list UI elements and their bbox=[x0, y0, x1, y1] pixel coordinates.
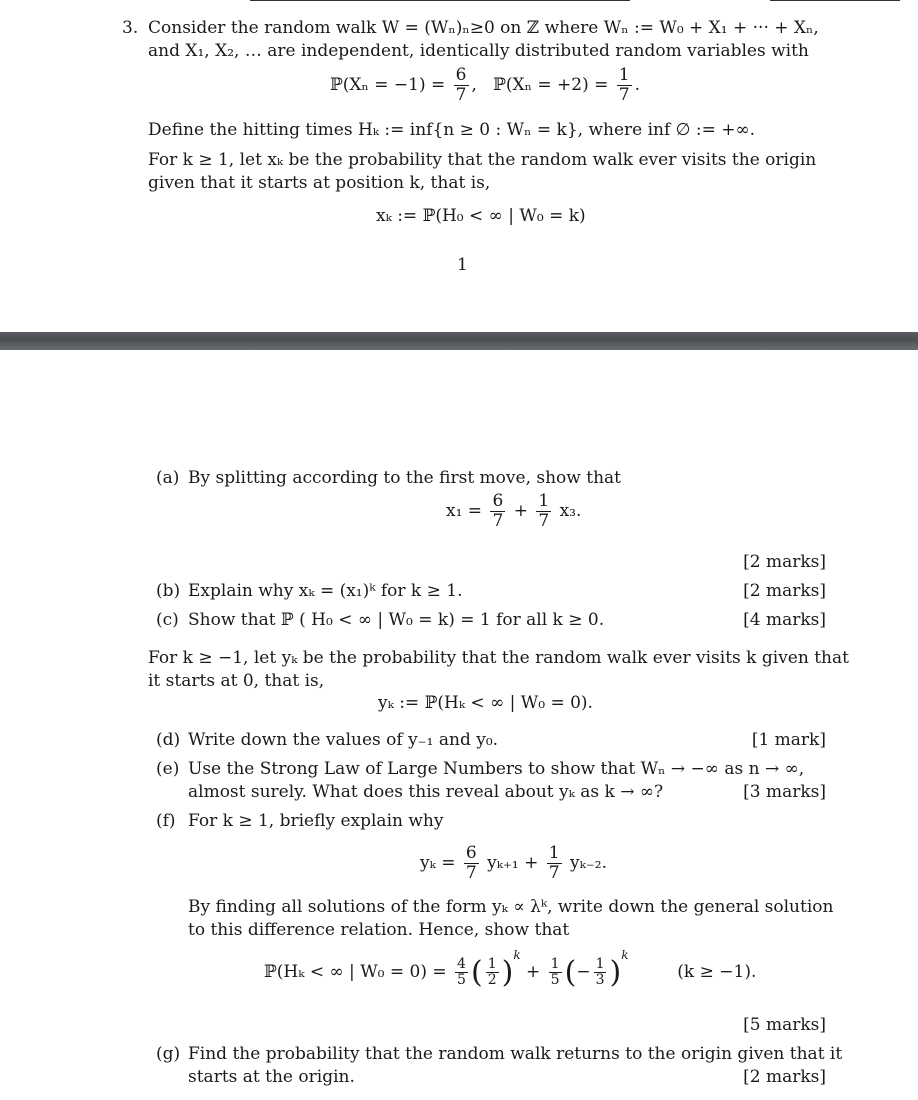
f-res-one: 1 bbox=[487, 956, 497, 972]
page-number: 1 bbox=[457, 255, 468, 275]
part-f-text: For k ≥ 1, briefly explain why bbox=[188, 811, 444, 831]
f-res-one-b: 1 bbox=[550, 956, 560, 972]
f-term-2: yₖ₋₂. bbox=[569, 853, 607, 873]
f-lhs: yₖ = bbox=[420, 853, 456, 873]
a-frac-one: 1 bbox=[538, 491, 550, 511]
part-f-label: (f) bbox=[156, 811, 176, 831]
page-2 bbox=[0, 350, 918, 1100]
part-g-line-2: starts at the origin. bbox=[188, 1067, 355, 1087]
f-frac-seven: 7 bbox=[465, 863, 477, 883]
a-frac-seven-2: 7 bbox=[538, 511, 550, 531]
xk-line-2: given that it starts at position k, that is, bbox=[148, 173, 491, 193]
xk-definition: xₖ := ℙ(H₀ < ∞ | W₀ = k) bbox=[376, 206, 586, 226]
part-b-text: Explain why xₖ = (x₁)ᵏ for k ≥ 1. bbox=[188, 581, 463, 601]
part-d-marks: [1 mark] bbox=[751, 730, 826, 750]
f-res-one-c: 1 bbox=[595, 956, 605, 972]
part-f-marks: [5 marks] bbox=[743, 1015, 826, 1035]
part-g-marks: [2 marks] bbox=[743, 1067, 826, 1087]
part-a-marks: [2 marks] bbox=[743, 552, 826, 572]
frac-seven: 7 bbox=[455, 85, 467, 105]
yk-definition: yₖ := ℙ(Hₖ < ∞ | W₀ = 0). bbox=[378, 693, 593, 713]
part-f-recurrence bbox=[420, 844, 607, 883]
f-frac-one: 1 bbox=[548, 843, 560, 863]
frac-one: 1 bbox=[618, 65, 630, 85]
yk-line-2: it starts at 0, that is, bbox=[148, 671, 325, 691]
part-e-line-2: almost surely. What does this reveal about yₖ as k → ∞? bbox=[188, 782, 664, 802]
top-rule bbox=[250, 0, 900, 3]
a-plus: + bbox=[513, 501, 528, 521]
part-a-equation bbox=[446, 492, 581, 531]
frac-seven-2: 7 bbox=[618, 85, 630, 105]
probability-equation: ℙ(Xₙ = −1) = $\frac{6}{7}$ , ℙ(Xₙ = +2) = $\frac{1}{7}$ . bbox=[330, 65, 641, 105]
part-c-marks: [4 marks] bbox=[743, 610, 826, 630]
frac-six: 6 bbox=[455, 65, 467, 85]
yk-line-1: For k ≥ −1, let yₖ be the probability that the random walk ever visits k given that bbox=[148, 648, 849, 668]
part-d-text: Write down the values of y₋₁ and y₀. bbox=[188, 730, 499, 750]
f-res-four: 4 bbox=[457, 956, 466, 972]
page-separator bbox=[0, 332, 918, 350]
part-f-line-3: to this difference relation. Hence, show that bbox=[188, 920, 570, 940]
xk-line-1: For k ≥ 1, let xₖ be the probability that the random walk ever visits the origin bbox=[148, 150, 817, 170]
part-g-label: (g) bbox=[156, 1044, 181, 1064]
f-term-1: yₖ₊₁ + bbox=[487, 853, 539, 873]
part-f-line-2: By finding all solutions of the form yₖ ∝ λᵏ, write down the general solution bbox=[188, 897, 834, 917]
part-e-label: (e) bbox=[156, 759, 180, 779]
intro-line-1: Consider the random walk W = (Wₙ)ₙ≥0 on ℤ where Wₙ := W₀ + X₁ + ··· + Xₙ, bbox=[148, 18, 819, 38]
a-x3: x₃. bbox=[559, 501, 582, 521]
prob-eq-left: ℙ(Xₙ = −1) = bbox=[330, 75, 446, 95]
f-res-five: 5 bbox=[457, 972, 466, 988]
prob-eq-right: ℙ(Xₙ = +2) = bbox=[493, 75, 609, 95]
f-result-cond: (k ≥ −1). bbox=[677, 962, 757, 982]
part-e-marks: [3 marks] bbox=[743, 782, 826, 802]
part-a-label: (a) bbox=[156, 468, 180, 488]
a-lhs: x₁ = bbox=[446, 501, 483, 521]
problem-number: 3. bbox=[122, 18, 139, 38]
part-d-label: (d) bbox=[156, 730, 181, 750]
part-b-label: (b) bbox=[156, 581, 181, 601]
intro-line-2: and X₁, X₂, … are independent, identically distributed random variables with bbox=[148, 41, 809, 61]
f-res-exp-1: k bbox=[513, 948, 521, 962]
f-frac-six: 6 bbox=[465, 843, 477, 863]
part-f-result: ℙ(Hₖ < ∞ | W₀ = 0) = $\frac{4}{5}$ ( $\frac{1}{2}$ )$^k$ + $\frac{1}{5}$ (− $\frac{1}{3}$ )$^k$ (k ≥ −1). bbox=[264, 948, 757, 990]
part-g-line-1: Find the probability that the random walk returns to the origin given that it bbox=[188, 1044, 843, 1064]
hitting-times: Define the hitting times Hₖ := inf{n ≥ 0 : Wₙ = k}, where inf ∅ := +∞. bbox=[148, 120, 756, 140]
part-a-text: By splitting according to the first move, show that bbox=[188, 468, 621, 488]
f-res-three: 3 bbox=[595, 972, 605, 988]
f-frac-seven-2: 7 bbox=[548, 863, 560, 883]
f-res-five-b: 5 bbox=[550, 972, 560, 988]
page-1 bbox=[0, 0, 918, 332]
part-e-line-1: Use the Strong Law of Large Numbers to show that Wₙ → −∞ as n → ∞, bbox=[188, 759, 805, 779]
part-b-marks: [2 marks] bbox=[743, 581, 826, 601]
part-c-text: Show that ℙ ( H₀ < ∞ | W₀ = k) = 1 for all k ≥ 0. bbox=[188, 610, 605, 630]
f-res-exp-2: k bbox=[621, 948, 629, 962]
f-res-two: 2 bbox=[487, 972, 497, 988]
a-frac-seven: 7 bbox=[492, 511, 504, 531]
a-frac-six: 6 bbox=[492, 491, 504, 511]
f-res-minus: − bbox=[576, 962, 591, 982]
f-result-lhs: ℙ(Hₖ < ∞ | W₀ = 0) = bbox=[264, 962, 447, 982]
part-c-label: (c) bbox=[156, 610, 179, 630]
